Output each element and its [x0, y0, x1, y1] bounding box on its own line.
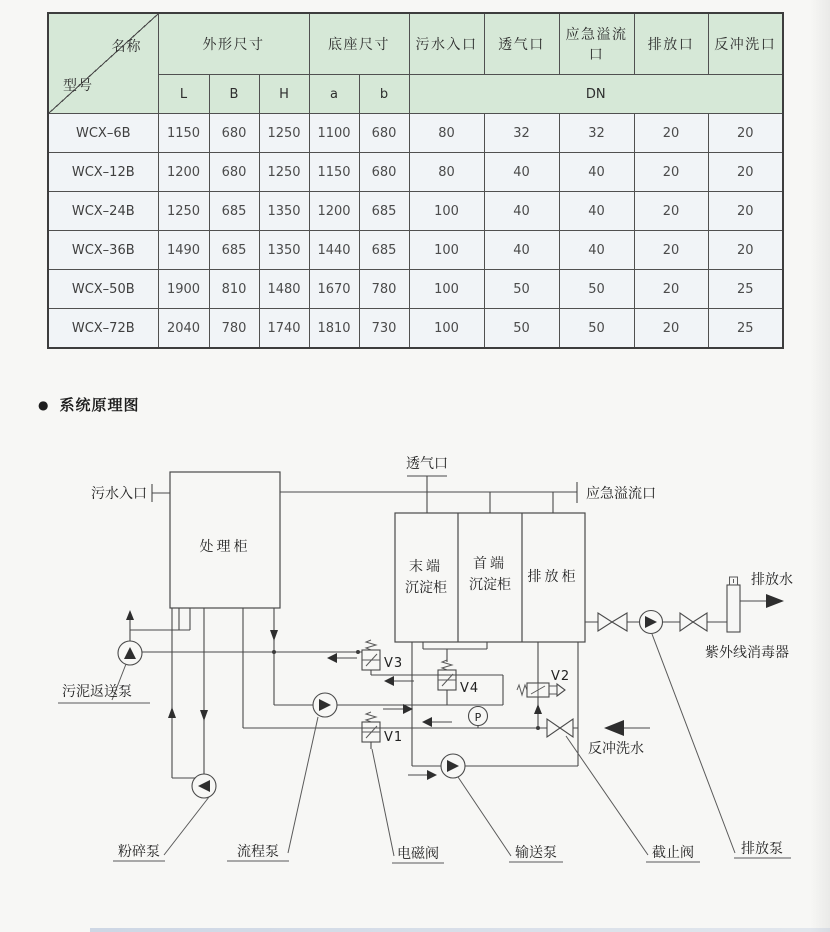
table-cell: 100 — [409, 192, 484, 231]
table-cell: 20 — [634, 270, 708, 309]
table-cell: 50 — [559, 270, 634, 309]
table-cell: 1900 — [158, 270, 209, 309]
model-cell: WCX–24B — [48, 192, 158, 231]
table-cell: 1250 — [259, 153, 309, 192]
gate-valve-symbol — [680, 613, 707, 631]
table-cell: 780 — [209, 309, 259, 349]
first-sedimentation-label-2: 沉淀柜 — [469, 577, 511, 593]
table-cell: 685 — [209, 231, 259, 270]
crusher-pump-symbol — [192, 774, 216, 798]
table-cell: 32 — [559, 114, 634, 153]
section-title — [38, 394, 140, 415]
scan-edge-shade — [810, 0, 830, 932]
subheader-a: a — [309, 75, 359, 114]
flow-arrow-up — [126, 610, 134, 620]
model-cell: WCX–36B — [48, 231, 158, 270]
header-base-dims: 底座尺寸 — [309, 13, 409, 75]
table-row — [48, 309, 783, 349]
stop-valve-label: 截止阀 — [652, 845, 694, 861]
pipe-network — [130, 476, 766, 778]
table-row — [48, 153, 783, 192]
discharge-water-label: 排放水 — [751, 572, 793, 588]
table-cell: 685 — [359, 231, 409, 270]
table-cell: 1200 — [309, 192, 359, 231]
table-cell: 20 — [708, 114, 783, 153]
table-cell: 80 — [409, 153, 484, 192]
pressure-gauge — [469, 707, 488, 729]
v3-label: V3 — [384, 656, 404, 671]
section-title-text: 系统原理图 — [59, 396, 140, 414]
crusher-pump-label: 粉碎泵 — [118, 844, 160, 860]
sludge-return-pump-label: 污泥返送泵 — [62, 684, 132, 700]
discharge-pump-label: 排放泵 — [741, 841, 783, 857]
table-row — [48, 114, 783, 153]
flow-arrow-left — [422, 717, 432, 727]
table-cell: 20 — [634, 114, 708, 153]
table-cell: 1250 — [158, 192, 209, 231]
subheader-L: L — [158, 75, 209, 114]
end-sedimentation-label-1: 末端 — [409, 559, 443, 575]
emergency-overflow-label: 应急溢流口 — [586, 486, 656, 502]
sewage-inlet-label: 污水入口 — [91, 486, 147, 502]
table-cell: 1480 — [259, 270, 309, 309]
table-cell: 40 — [559, 231, 634, 270]
table-cell: 1250 — [259, 114, 309, 153]
table-cell: 1350 — [259, 231, 309, 270]
table-cell: 100 — [409, 231, 484, 270]
table-cell: 20 — [634, 231, 708, 270]
gate-valve-symbol — [598, 613, 627, 631]
pipe-junction-dot — [272, 650, 276, 654]
solenoid-valve-label: 电磁阀 — [397, 846, 439, 862]
pressure-gauge-label: P — [474, 711, 482, 724]
table-cell: 685 — [359, 192, 409, 231]
scan-bottom-edge — [90, 928, 830, 932]
header-emergency-overflow: 应急溢流口 — [559, 13, 634, 75]
header-vent: 透气口 — [484, 13, 559, 75]
table-cell: 1150 — [158, 114, 209, 153]
table-cell: 50 — [559, 309, 634, 349]
flow-arrow-left — [327, 653, 337, 663]
table-cell: 680 — [209, 114, 259, 153]
header-discharge: 排放口 — [634, 13, 708, 75]
table-cell: 100 — [409, 309, 484, 349]
backwash-inflow-arrow — [604, 720, 624, 736]
first-sedimentation-label-1: 首端 — [473, 556, 507, 572]
solenoid-valve-v2 — [517, 669, 570, 697]
table-cell: 1150 — [309, 153, 359, 192]
treatment-cabinet-label: 处理柜 — [199, 539, 251, 555]
table-cell: 680 — [359, 153, 409, 192]
flow-arrow-down — [270, 630, 278, 641]
transfer-pump-label: 输送泵 — [515, 845, 557, 861]
table-cell: 2040 — [158, 309, 209, 349]
table-cell: 20 — [708, 153, 783, 192]
table-cell: 1440 — [309, 231, 359, 270]
corner-top-label: 名称 — [111, 39, 142, 55]
subheader-dn: DN — [409, 75, 783, 114]
v2-label: V2 — [551, 669, 571, 684]
process-pump-label: 流程泵 — [237, 844, 279, 860]
header-backwash: 反冲洗口 — [708, 13, 783, 75]
table-cell: 680 — [359, 114, 409, 153]
v4-label: V4 — [460, 681, 480, 696]
uv-sterilizer-label: 紫外线消毒器 — [705, 645, 789, 661]
solenoid-valve-v3 — [362, 640, 403, 671]
table-cell: 1740 — [259, 309, 309, 349]
table-cell: 810 — [209, 270, 259, 309]
table-cell: 20 — [634, 153, 708, 192]
flow-arrow-right — [427, 770, 437, 780]
table-cell: 1350 — [259, 192, 309, 231]
backwash-water-label: 反冲洗水 — [588, 741, 644, 757]
table-cell: 1490 — [158, 231, 209, 270]
end-sedimentation-label-2: 沉淀柜 — [405, 580, 447, 596]
system-schematic — [0, 440, 830, 880]
flow-arrow-left — [384, 676, 394, 686]
stop-valve-symbol — [547, 719, 573, 737]
table-cell: 1100 — [309, 114, 359, 153]
flow-arrow-up — [168, 707, 176, 718]
table-cell: 40 — [484, 192, 559, 231]
spec-table — [47, 12, 784, 349]
table-cell: 25 — [708, 270, 783, 309]
sludge-return-pump-symbol — [118, 641, 142, 665]
table-cell: 1200 — [158, 153, 209, 192]
bullet-icon: ● — [38, 397, 50, 412]
discharge-pump-symbol — [640, 611, 663, 634]
table-cell: 50 — [484, 309, 559, 349]
model-cell: WCX–6B — [48, 114, 158, 153]
table-cell: 32 — [484, 114, 559, 153]
flow-arrows — [126, 594, 784, 780]
table-row — [48, 270, 783, 309]
table-cell: 680 — [209, 153, 259, 192]
flow-arrow-down — [200, 710, 208, 721]
table-cell: 20 — [708, 231, 783, 270]
table-cell: 40 — [559, 192, 634, 231]
table-cell: 40 — [484, 153, 559, 192]
transfer-pump-symbol — [441, 754, 465, 778]
table-cell: 730 — [359, 309, 409, 349]
table-cell: 40 — [559, 153, 634, 192]
table-cell: 25 — [708, 309, 783, 349]
table-cell: 1810 — [309, 309, 359, 349]
discharge-outflow-arrow — [766, 594, 784, 608]
process-pump-symbol — [313, 693, 337, 717]
pipe-junction-dot — [536, 726, 540, 730]
header-sewage-inlet: 污水入口 — [409, 13, 484, 75]
pipe-junction-dot — [356, 650, 360, 654]
model-cell: WCX–72B — [48, 309, 158, 349]
table-row — [48, 192, 783, 231]
table-cell: 20 — [634, 309, 708, 349]
flow-arrow-up — [534, 704, 542, 714]
corner-header-cell — [48, 13, 158, 114]
label-underlines — [58, 703, 791, 863]
table-row — [48, 231, 783, 270]
corner-bottom-label: 型号 — [63, 78, 93, 94]
discharge-cabinet-label: 排放柜 — [527, 569, 579, 585]
table-cell: 100 — [409, 270, 484, 309]
vent-label: 透气口 — [406, 456, 448, 472]
table-cell: 685 — [209, 192, 259, 231]
table-cell: 1670 — [309, 270, 359, 309]
subheader-H: H — [259, 75, 309, 114]
subheader-b: b — [359, 75, 409, 114]
model-cell: WCX–50B — [48, 270, 158, 309]
table-cell: 20 — [634, 192, 708, 231]
v1-label: V1 — [384, 730, 404, 745]
subheader-B: B — [209, 75, 259, 114]
table-cell: 40 — [484, 231, 559, 270]
uv-sterilizer-symbol — [727, 577, 740, 632]
model-cell: WCX–12B — [48, 153, 158, 192]
table-cell: 780 — [359, 270, 409, 309]
table-cell: 50 — [484, 270, 559, 309]
solenoid-valve-v4 — [438, 660, 479, 696]
table-cell: 20 — [708, 192, 783, 231]
table-cell: 80 — [409, 114, 484, 153]
header-outline-dims: 外形尺寸 — [158, 13, 309, 75]
